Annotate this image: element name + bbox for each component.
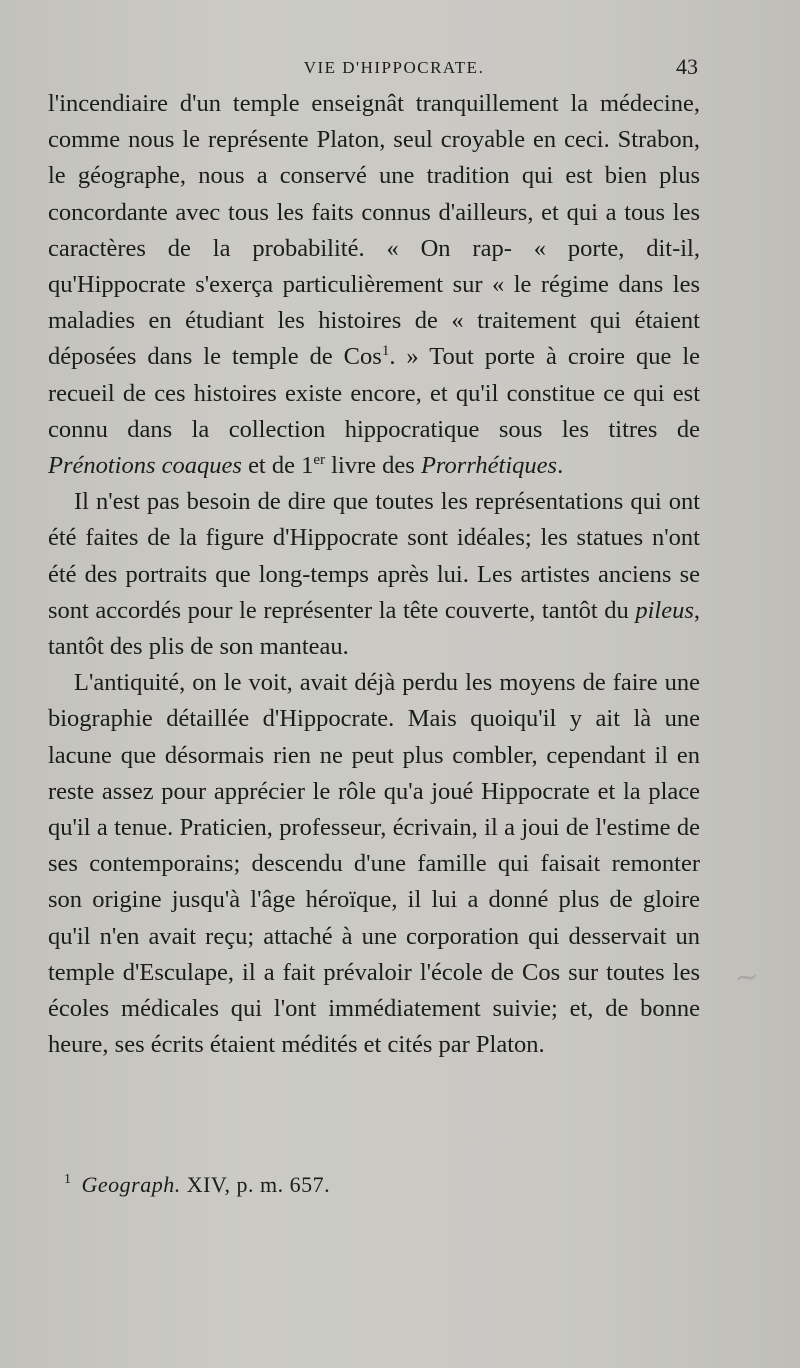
footnote-work: Geograph. [81, 1172, 181, 1197]
body-text [48, 86, 700, 1063]
margin-smudge: ~ [732, 958, 761, 997]
title-prorrhetiques: Prorrhétiques [420, 452, 558, 480]
paragraph-1-text-c: et de 1 [241, 452, 314, 480]
paragraph-1-text-a: l'incendiaire d'un temple enseignât tranquillement la médecine, comme nous le représente Platon, seul croyable en ceci. Strabon, le géographe, nous a conservé une tradition qui est bien plus concordante avec tous les faits connus d'ailleurs, et qui a tous les caractères de la probabilité. « On rap- « porte, dit-il, qu'Hippocrate s'exerça particulièrement sur « le régime dans les maladies en étudiant les histoires de « traitement qui étaient déposées dans le temple de Cos [48, 90, 700, 371]
ordinal-superscript: er [313, 451, 326, 468]
footnote-mark: 1 [64, 1172, 72, 1187]
paragraph-3-text: L'antiquité, on le voit, avait déjà perdu les moyens de faire une biographie détaillée d'Hippocrate. Mais quoiqu'il y ait là une lacune que désormais rien ne peut plus combler, cependant il en reste assez pour apprécier le rôle qu'a joué Hippocrate et la place qu'il a tenue. Praticien, professeur, écrivain, il a joui de l'estime de ses contemporains; descendu d'une famille qui faisait remonter son origine jusqu'à l'âge héroïque, il lui a donné plus de gloire qu'il n'en avait reçu; attaché à une corporation qui desservait un temple d'Esculape, il a fait prévaloir l'école de Cos sur toutes les écoles médicales qui l'ont immédiatement suivie; et, de bonne heure, ses écrits étaient médités et cités par Platon. [48, 669, 700, 1059]
word-pileus: pileus [635, 596, 694, 624]
paragraph-1-text-e: . [557, 452, 564, 480]
footnote [64, 1172, 330, 1198]
paragraph-1-text-d: livre des [325, 452, 421, 480]
footnote-ref: XIV, p. m. 657. [186, 1172, 331, 1197]
paragraph-2-text-b: , tantôt des plis de son manteau. [48, 596, 700, 661]
page-number: 43 [676, 54, 698, 79]
paragraph-2 [48, 484, 700, 665]
footnote-reference: 1 [381, 343, 390, 360]
paragraph-2-text-a: Il n'est pas besoin de dire que toutes les représentations qui ont été faites de la figure d'Hippocrate sont idéales; les statues n'ont été des portraits que long-temps après lui. Les artistes anciens se sont accordés pour le représenter la tête couverte, tantôt du [48, 488, 700, 624]
paragraph-1-text-b: . » Tout porte à croire que le recueil de ces histoires existe encore, et qu'il constitue ce qui est connu dans la collection hippocratique sous les titres de [48, 343, 700, 443]
paragraph-1 [48, 86, 700, 484]
page-header [48, 52, 700, 88]
paragraph-3 [48, 665, 700, 1063]
running-title: VIE D'HIPPOCRATE. [303, 58, 485, 77]
title-prenotions: Prénotions coaques [48, 452, 242, 480]
